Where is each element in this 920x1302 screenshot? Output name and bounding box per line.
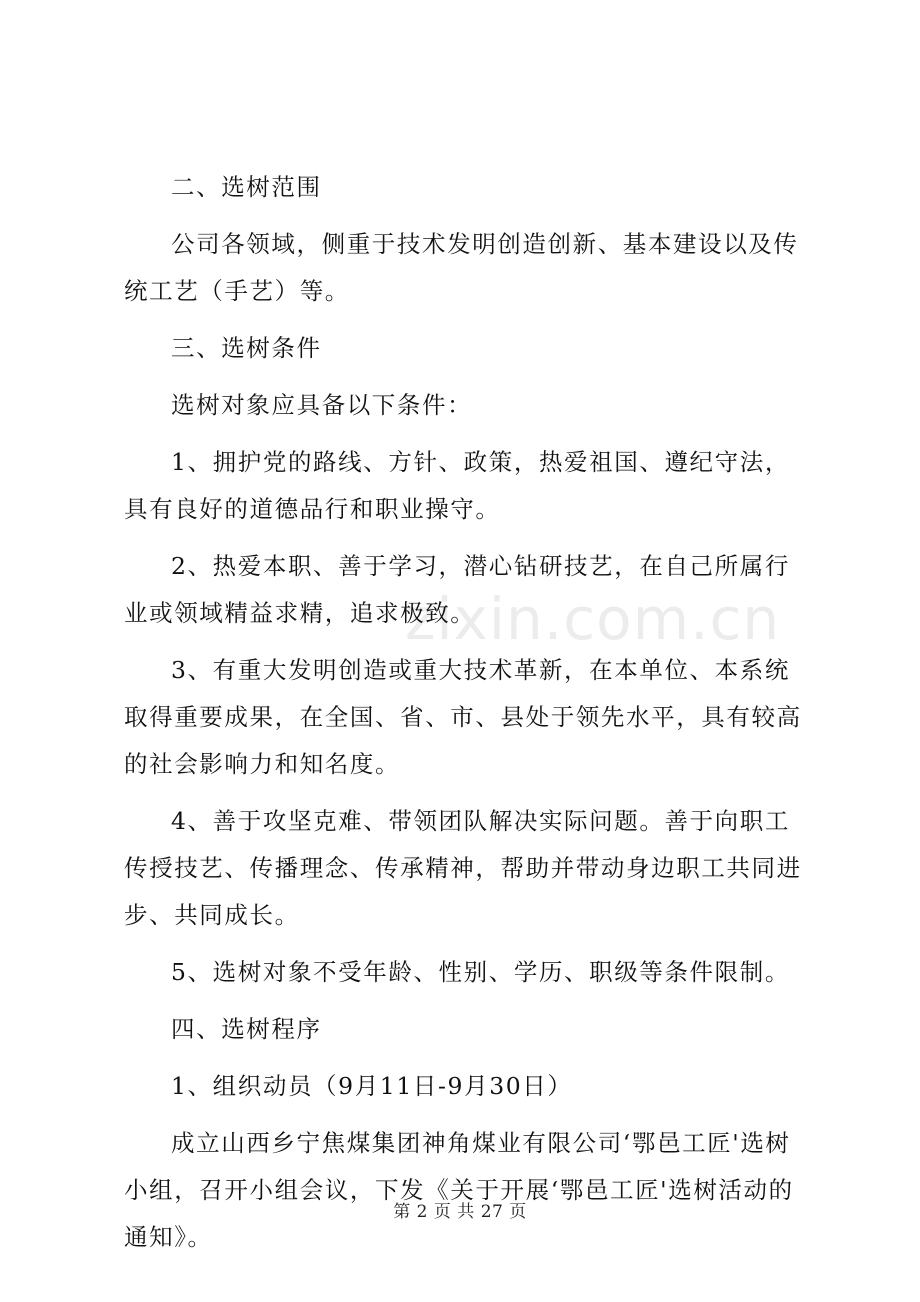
condition-item-2: 2、热爱本职、善于学习，潜心钻研技艺，在自己所属行业或领域精益求精，追求极致。 [124, 552, 790, 627]
procedure-step-1-text: 成立山西乡宁焦煤集团神角煤业有限公司‘鄂邑工匠'选树小组，召开小组会议，下发《关于开展‘鄂邑工匠'选树活动的通知》。 [124, 1129, 794, 1251]
condition-item-3: 3、有重大发明创造或重大技术革新，在本单位、本系统取得重要成果，在全国、省、市、县处于领先水平，具有较高的社会影响力和知名度。 [124, 656, 802, 778]
paragraph-scope: 公司各领域，侧重于技术发明创造创新、基本建设以及传统工艺（手艺）等。 [124, 230, 799, 305]
page-footer: 第 2 页 共 27 页 [393, 1202, 527, 1222]
condition-item-5: 5、选树对象不受年龄、性别、学历、职级等条件限制。 [171, 958, 790, 986]
watermark-text: zixin.com.cn [405, 585, 781, 653]
section-heading-scope: 二、选树范围 [171, 173, 322, 201]
condition-item-4: 4、善于攻坚克难、带领团队解决实际问题。善于向职工传授技艺、传播理念、传承精神，帮助并带动身边职工共同进步、共同成长。 [124, 807, 802, 929]
document-body [124, 164, 814, 1271]
procedure-step-1-heading: 1、组织动员（9月11日-9月30日） [171, 1072, 573, 1100]
section-heading-procedure: 四、选树程序 [171, 1015, 322, 1043]
paragraph-conditions-intro: 选树对象应具备以下条件： [171, 391, 473, 419]
condition-item-1: 1、拥护党的路线、方针、政策，热爱祖国、遵纪守法，具有良好的道德品行和职业操守。 [124, 448, 790, 523]
section-heading-conditions: 三、选树条件 [171, 334, 322, 362]
